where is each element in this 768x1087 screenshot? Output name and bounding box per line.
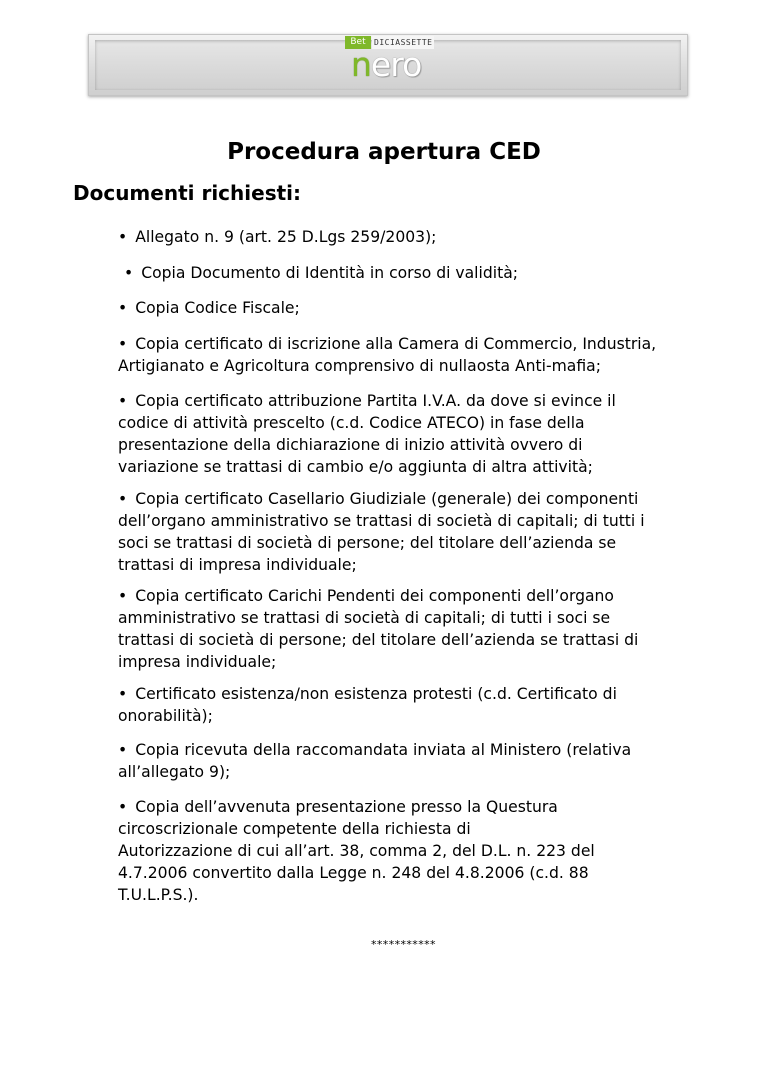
item-line: Autorizzazione di cui all’art. 38, comma 2, del D.L. n. 223 del (118, 842, 595, 860)
list-item (118, 333, 698, 377)
list-item (118, 585, 698, 673)
document-title: Procedura apertura CED (227, 139, 541, 165)
logo-wordmark-rest: ero (370, 45, 422, 84)
item-line-text: Copia certificato Casellario Giudiziale (generale) dei componenti (135, 490, 639, 508)
section-heading: Documenti richiesti: (73, 181, 302, 205)
item-line-text: Copia certificato attribuzione Partita I.V.A. da dove si evince il (135, 392, 616, 410)
item-line: trattasi di impresa individuale; (118, 556, 357, 574)
logo-bet-badge: Bet (345, 36, 371, 49)
item-line-text: Copia ricevuta della raccomandata inviata al Ministero (relativa (135, 741, 632, 759)
item-line: T.U.L.P.S.). (118, 886, 199, 904)
list-item (124, 262, 704, 284)
logo-wordmark-first-letter: n (351, 45, 371, 84)
closing-separator: *********** (371, 938, 436, 951)
item-line (118, 739, 698, 761)
item-line: impresa individuale; (118, 653, 277, 671)
item-line: Artigianato e Agricoltura comprensivo di nullaosta Anti-mafia; (118, 357, 601, 375)
item-line (118, 683, 698, 705)
item-line-text: Copia dell’avvenuta presentazione presso la Questura (135, 798, 558, 816)
bullet-icon: • (118, 228, 128, 246)
bullet-icon: • (118, 490, 128, 508)
bullet-icon: • (118, 685, 128, 703)
logo-wordmark (351, 46, 421, 84)
logo-tagline: DICIASSETTE (374, 38, 433, 47)
item-line (118, 796, 698, 818)
bullet-icon: • (118, 335, 128, 353)
item-line: soci se trattasi di società di persone; del titolare dell’azienda se (118, 534, 617, 552)
item-line: 4.7.2006 convertito dalla Legge n. 248 del 4.8.2006 (c.d. 88 (118, 864, 589, 882)
item-line: amministrativo se trattasi di società di capitali; di tutti i soci se (118, 609, 611, 627)
list-item (118, 226, 698, 248)
list-item (118, 297, 698, 319)
item-line-text: Copia certificato di iscrizione alla Camera di Commercio, Industria, (135, 335, 657, 353)
item-line: variazione se trattasi di cambio e/o aggiunta di altra attività; (118, 458, 593, 476)
item-line (118, 585, 698, 607)
item-line (118, 333, 698, 355)
list-item (118, 796, 698, 906)
item-line: codice di attività prescelto (c.d. Codice ATECO) in fase della (118, 414, 585, 432)
item-line: Allegato n. 9 (art. 25 D.Lgs 259/2003); (135, 228, 437, 246)
bullet-icon: • (124, 264, 134, 282)
item-line: presentazione della dichiarazione di inizio attività ovvero di (118, 436, 583, 454)
bullet-icon: • (118, 798, 128, 816)
item-line: trattasi di società di persone; del titolare dell’azienda se trattasi di (118, 631, 639, 649)
item-line: all’allegato 9); (118, 763, 231, 781)
list-item (118, 390, 698, 478)
item-line: circoscrizionale competente della richiesta di (118, 820, 471, 838)
item-line: Copia Codice Fiscale; (135, 299, 300, 317)
item-line (118, 390, 698, 412)
item-line: dell’organo amministrativo se trattasi di società di capitali; di tutti i (118, 512, 645, 530)
item-line-text: Certificato esistenza/non esistenza protesti (c.d. Certificato di (135, 685, 617, 703)
list-item (118, 488, 698, 576)
list-item (118, 739, 698, 783)
bullet-icon: • (118, 392, 128, 410)
list-item (118, 683, 698, 727)
item-line-text: Copia certificato Carichi Pendenti dei componenti dell’organo (135, 587, 614, 605)
item-line (118, 488, 698, 510)
bet-diciassette-nero-logo (345, 36, 445, 86)
item-line: Copia Documento di Identità in corso di validità; (141, 264, 519, 282)
bullet-icon: • (118, 741, 128, 759)
bullet-icon: • (118, 299, 128, 317)
item-line: onorabilità); (118, 707, 213, 725)
bullet-icon: • (118, 587, 128, 605)
